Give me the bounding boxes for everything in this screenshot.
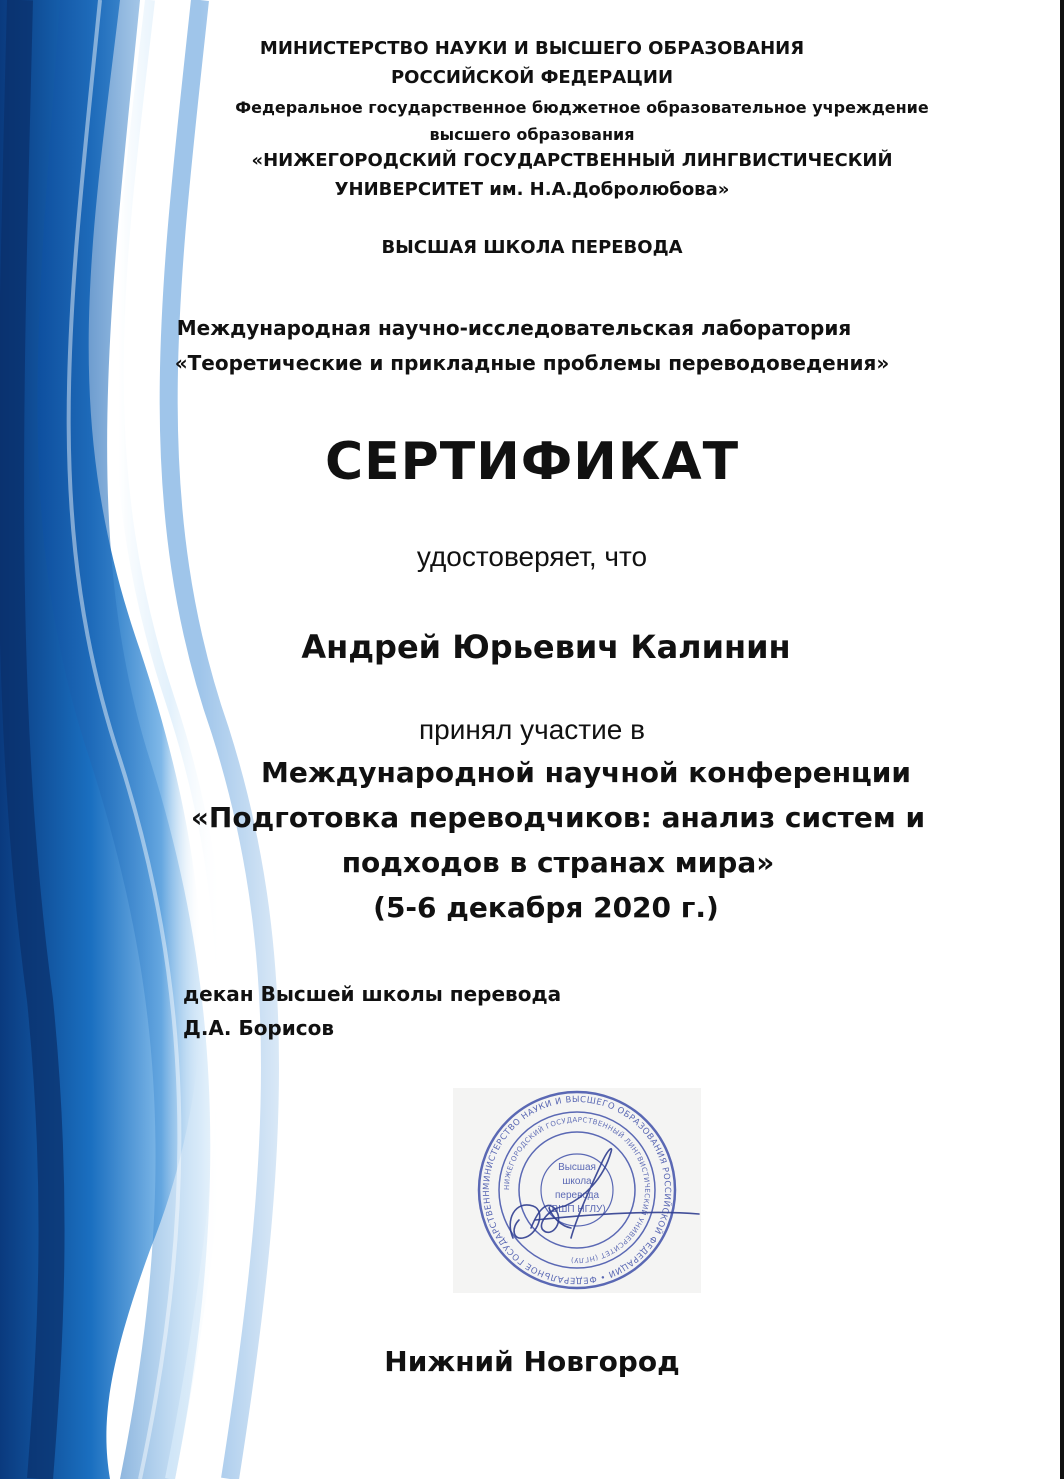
laboratory-line-2: «Теоретические и прикладные проблемы переводоведения» — [174, 351, 890, 375]
university-line-1: «НИЖЕГОРОДСКИЙ ГОСУДАРСТВЕННЫЙ ЛИНГВИСТИЧЕСКИЙ — [251, 150, 893, 171]
institution-line-1: Федеральное государственное бюджетное образовательное учреждение — [235, 98, 929, 117]
recipient-name: Андрей Юрьевич Калинин — [301, 628, 791, 666]
seal-image — [453, 1088, 701, 1293]
page-edge — [1060, 0, 1064, 1479]
school-name: ВЫСШАЯ ШКОЛА ПЕРЕВОДА — [381, 237, 683, 258]
participated-text: принял участие в — [419, 714, 645, 745]
event-line-2: «Подготовка переводчиков: анализ систем и — [190, 801, 926, 834]
certificate-title: СЕРТИФИКАТ — [324, 432, 740, 492]
ministry-line-2: РОССИЙСКОЙ ФЕДЕРАЦИИ — [390, 67, 674, 88]
signatory-position: декан Высшей школы перевода — [183, 982, 562, 1006]
svg-text:Высшая: Высшая — [558, 1162, 596, 1173]
certifies-text: удостоверяет, что — [416, 541, 648, 572]
event-line-3: подходов в странах мира» — [341, 846, 775, 879]
laboratory-line-1: Международная научно-исследовательская лаборатория — [176, 316, 852, 340]
svg-text:перевода: перевода — [554, 1190, 600, 1201]
svg-text:школа: школа — [562, 1176, 592, 1187]
ministry-line-1: МИНИСТЕРСТВО НАУКИ И ВЫСШЕГО ОБРАЗОВАНИЯ — [259, 38, 805, 59]
university-line-2: УНИВЕРСИТЕТ им. Н.А.Добролюбова» — [334, 179, 730, 200]
seal-icon — [453, 1088, 701, 1293]
institution-line-2: высшего образования — [429, 125, 635, 144]
seal-inner-text: НИЖЕГОРОДСКИЙ ГОСУДАРСТВЕННЫЙ ЛИНГВИСТИЧЕСКИЙ УНИВЕРСИТЕТ (НГЛУ) — [502, 1115, 652, 1265]
event-date: (5-6 декабря 2020 г.) — [373, 891, 719, 924]
signatory-name: Д.А. Борисов — [183, 1016, 335, 1040]
svg-text:(ВШП НГЛУ): (ВШП НГЛУ) — [548, 1204, 606, 1215]
city-name: Нижний Новгород — [384, 1345, 680, 1378]
event-line-1: Международной научной конференции — [260, 756, 912, 789]
seal-outer-text: МИНИСТЕРСТВО НАУКИ И ВЫСШЕГО ОБРАЗОВАНИЯ РОССИЙСКОЙ ФЕДЕРАЦИИ • ФЕДЕРАЛЬНОЕ ГОСУДАРСТВЕНН — [481, 1094, 673, 1286]
